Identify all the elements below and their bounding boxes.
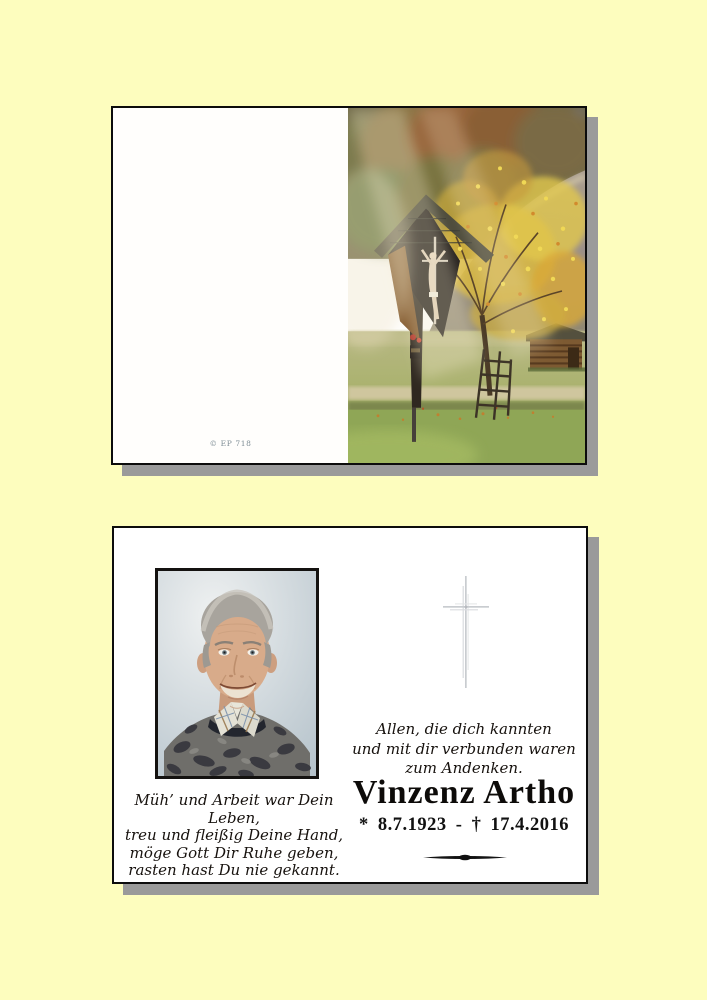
tribute-line: Allen, die dich kannten: [376, 720, 552, 738]
life-dates: * 8.7.1923 - † 17.4.2016: [359, 815, 569, 835]
portrait-illustration: [158, 571, 316, 776]
verse-line: Müh’ und Arbeit war Dein Leben,: [134, 791, 334, 827]
memorial-cross-icon: [441, 574, 491, 698]
verse-line: rasten hast Du nie gekannt.: [128, 861, 340, 880]
deceased-name: Vinzenz Artho: [352, 774, 576, 811]
verse-line: möge Gott Dir Ruhe geben,: [129, 843, 339, 862]
tribute-line: zum Andenken.: [405, 759, 523, 777]
verse-line: treu und fleißig Deine Hand,: [124, 826, 344, 845]
memorial-card-inside: [112, 526, 588, 884]
portrait-photo: [155, 568, 319, 779]
memorial-verse: [124, 792, 344, 880]
memorial-card-front: [111, 106, 587, 465]
copyright-label: © EP 718: [209, 439, 252, 448]
tribute-line: und mit dir verbunden waren: [352, 739, 576, 758]
front-blank-panel: [113, 108, 348, 463]
tribute-text: [347, 720, 581, 779]
autumn-landscape-illustration: [348, 108, 585, 463]
ornamental-divider-icon: [422, 849, 508, 858]
wayside-crucifix-photo: [348, 108, 585, 463]
